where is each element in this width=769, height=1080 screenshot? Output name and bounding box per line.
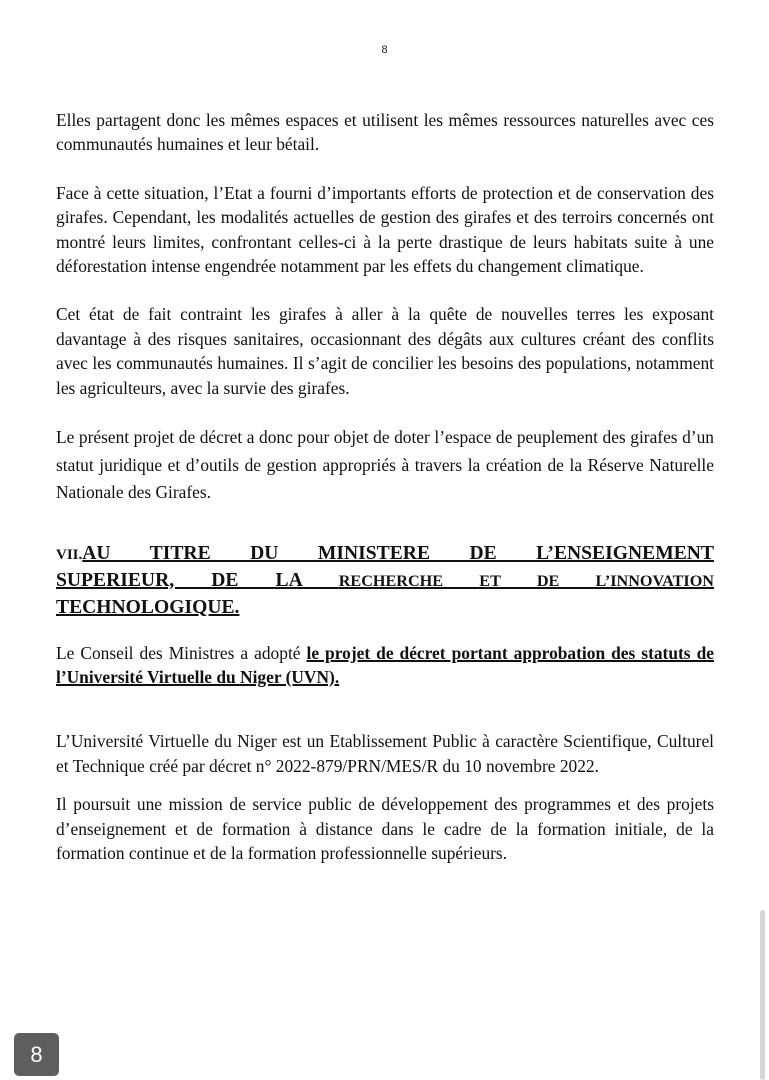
section-heading-line3: TECHNOLOGIQUE.	[56, 596, 240, 618]
decree-title: le projet de décret portant approbation des statuts de l’Université Virtuelle du Niger (UVN).	[56, 642, 714, 687]
paragraph-decree-purpose: Le présent projet de décret a donc pour objet de doter l’espace de peuplement des girafes d’un statut juridique et d’outils de gestion appropriés à travers la création de la Réserve Naturelle Nationale des Girafes.	[56, 427, 714, 503]
section-heading-line1: AU TITRE DU MINISTERE DE L’ENSEIGNEMENT	[82, 542, 714, 564]
section-heading-line2-a: SUPERIEUR, DE LA	[56, 569, 339, 591]
paragraph-uvn-mission: Il poursuit une mission de service public de développement des programmes et des projets d’enseignement et de formation à distance dans le cadre de la formation initiale, de la formation continue et de la formation professionnelle supérieurs.	[56, 794, 714, 863]
section-number: VII.	[56, 546, 83, 563]
section-heading-line2-b: RECHERCHE ET DE L’INNOVATION	[338, 571, 714, 590]
section-heading-line2	[56, 568, 714, 594]
document-body	[56, 108, 714, 865]
scrollbar[interactable]	[760, 910, 765, 1080]
paragraph-state-efforts: Face à cette situation, l’Etat a fourni d’importants efforts de protection et de conservation des girafes. Cependant, les modalités actuelles de gestion des girafes et des terroirs concernés ont montré leurs limites, confrontant celles-ci à la perte drastique de leurs habitats suite à une déforestation intense engendrée notamment par les effets du changement climatique.	[56, 182, 714, 277]
decree-intro: Le Conseil des Ministres a adopté	[56, 642, 307, 663]
page-number: 8	[381, 44, 388, 56]
section-heading	[56, 541, 714, 568]
paragraph-uvn-definition: L’Université Virtuelle du Niger est un Etablissement Public à caractère Scientifique, Culturel et Technique créé par décret n° 2022-879/PRN/MES/R du 10 novembre 2022.	[56, 731, 714, 776]
paragraph-decree-adopted	[56, 641, 714, 690]
page-badge[interactable]: 8	[14, 1033, 59, 1076]
paragraph-shared-resources: Elles partagent donc les mêmes espaces et utilisent les mêmes ressources naturelles avec ces communautés humaines et leur bétail.	[56, 110, 714, 155]
paragraph-giraffe-conflicts: Cet état de fait contraint les girafes à aller à la quête de nouvelles terres les exposant davantage à des risques sanitaires, occasionnant des dégâts aux cultures créant des conflits avec les communautés humaines. Il s’agit de concilier les besoins des populations, notamment les agriculteurs, avec la survie des girafes.	[56, 304, 714, 398]
